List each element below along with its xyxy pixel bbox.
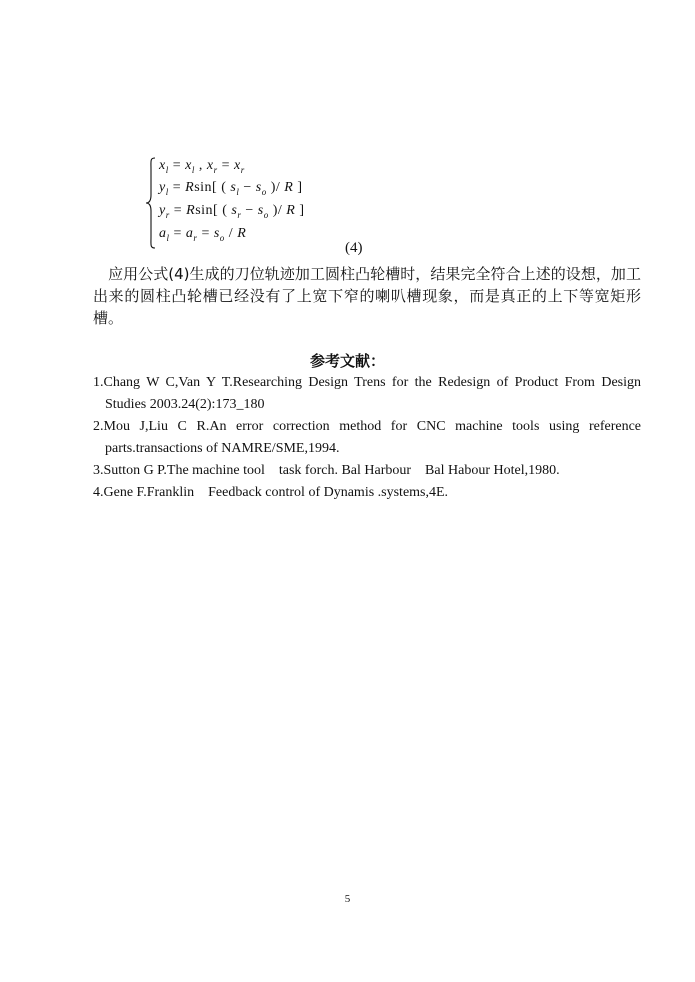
equation-line-3: $y_r = Rsin$[ ( $s_r - s_o$ )/ R ] [159, 203, 305, 220]
equation-system [145, 157, 375, 249]
left-brace [145, 157, 157, 249]
body-paragraph [93, 263, 641, 329]
equation-number: (4) [345, 240, 363, 256]
reference-item: 4.Gene F.Franklin Feedback control of Dynamis .systems,4E. [93, 485, 449, 500]
reference-item: 1.Chang W C,Van Y T.Researching Design Trens for the Redesign of Product From Design Studies 2003.24(2):173_180 [93, 375, 641, 412]
references-title: 参考文献： [309, 352, 385, 370]
page-number: 5 [344, 893, 351, 905]
equation-line-1: $x_l = x_l$ , $x_r = x_r$ [159, 158, 245, 175]
references-list [93, 372, 641, 504]
reference-item: 3.Sutton G P.The machine tool task forch. Bal Harbour Bal Habour Hotel,1980. [93, 463, 560, 478]
reference-item: 2.Mou J,Liu C R.An error correction method for CNC machine tools using reference parts.transactions of NAMRE/SME,1994. [93, 419, 641, 456]
body-paragraph-text: 应用公式(4)生成的刀位轨迹加工圆柱凸轮槽时，结果完全符合上述的设想，加工出来的圆柱凸轮槽已经没有了上宽下窄的喇叭槽现象，而是真正的上下等宽矩形槽。 [93, 265, 641, 327]
equation-line-4: $a_l = a_r = s_o / R$ [159, 226, 247, 243]
equation-line-2: $y_l = Rsin$[ ( $s_l - s_o$ )/ R ] [159, 180, 303, 197]
